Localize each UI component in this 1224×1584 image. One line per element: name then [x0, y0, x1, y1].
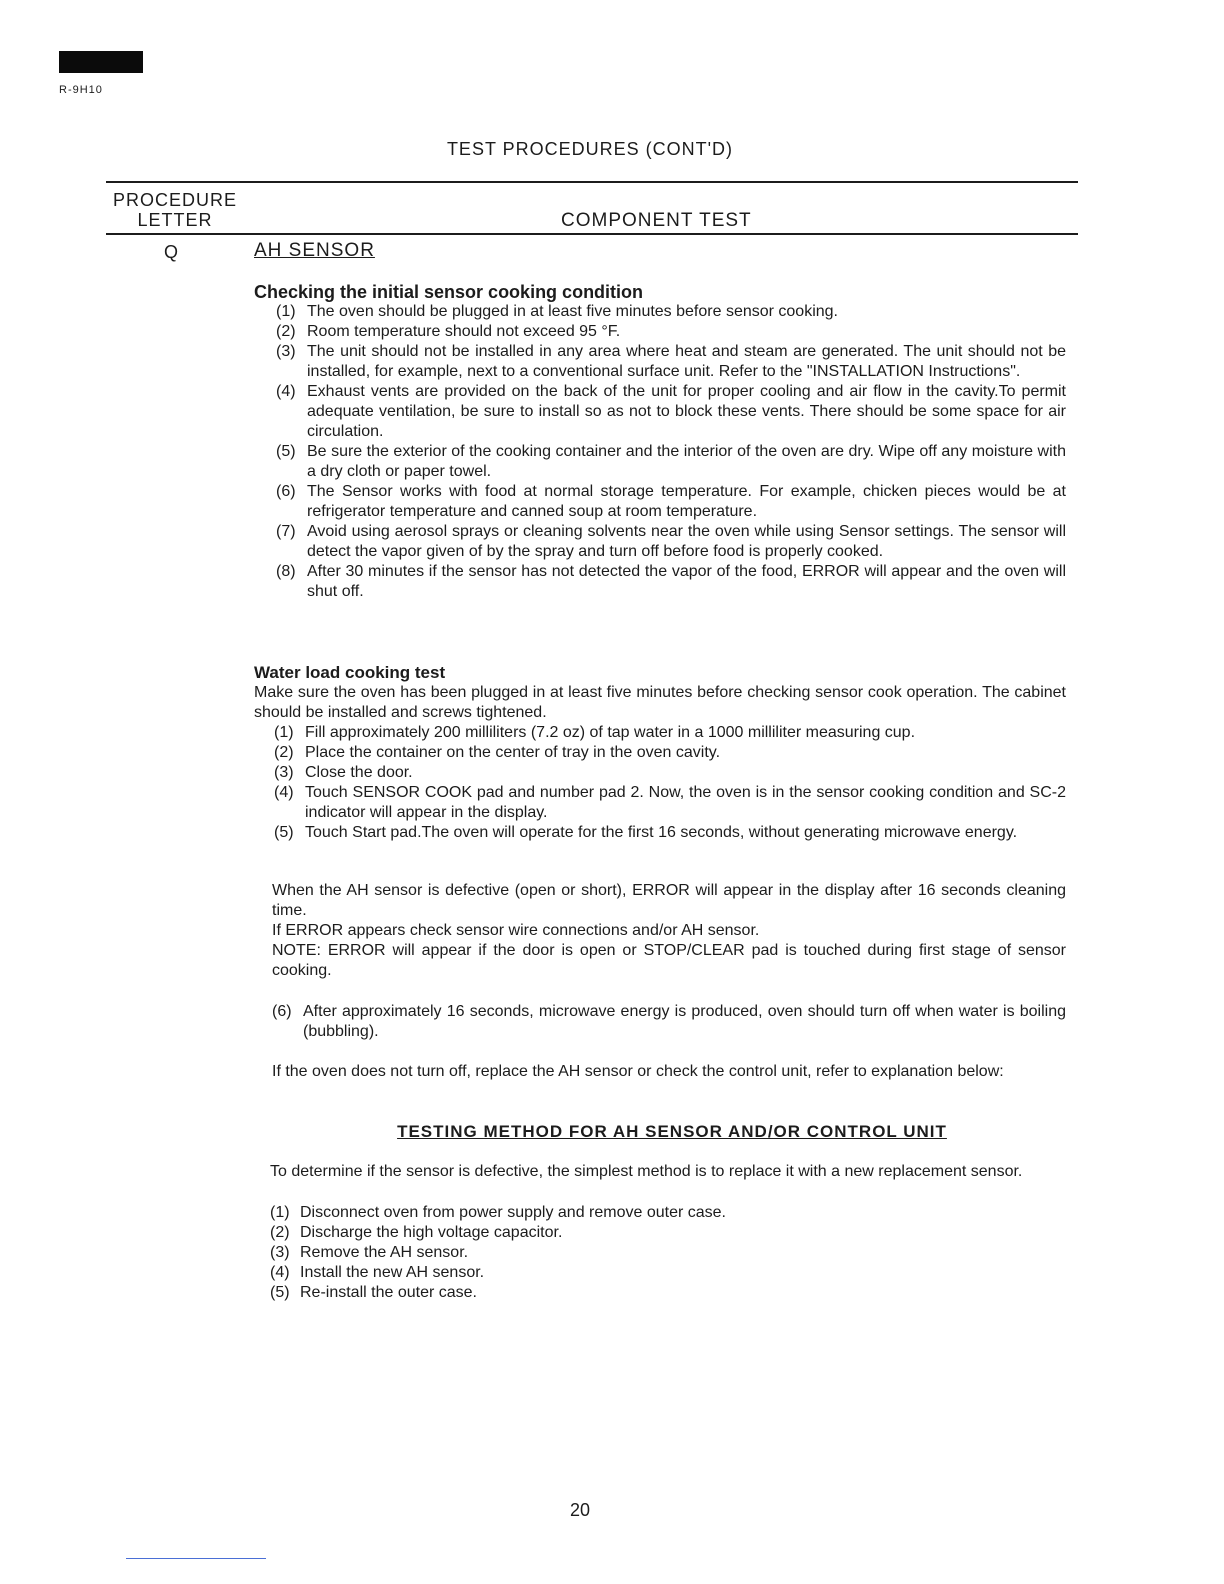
item-text: Close the door. — [305, 764, 413, 781]
bottom-underline-mark — [126, 1558, 266, 1559]
item-number: (8) — [276, 563, 296, 580]
list-item — [276, 522, 1066, 562]
item-number: (4) — [270, 1264, 290, 1281]
not-off-paragraph: If the oven does not turn off, replace the AH sensor or check the control unit, refer to explanation below: — [272, 1063, 1004, 1080]
item-number: (2) — [274, 744, 294, 761]
item-text: Place the container on the center of tray in the oven cavity. — [305, 744, 721, 761]
list-item — [270, 1263, 1070, 1283]
defect-paragraph — [272, 881, 1066, 981]
water-test-step-6 — [272, 1002, 1066, 1042]
list-item — [274, 823, 1066, 843]
item-text: After 30 minutes if the sensor has not detected the vapor of the food, ERROR will appear and the oven will shut off. — [307, 563, 1066, 600]
item-number: (3) — [270, 1244, 290, 1261]
item-text: Be sure the exterior of the cooking container and the interior of the oven are dry. Wipe off any moisture with a dry cloth or paper towel. — [307, 443, 1066, 480]
note-line: NOTE: ERROR will appear if the door is open or STOP/CLEAR pad is touched during first stage of sensor cooking. — [272, 942, 1066, 979]
item-text: The unit should not be installed in any area where heat and steam are generated. The unit should not be installed, for example, next to a conventional surface unit. Refer to the "INSTALLATION Instructions". — [307, 343, 1066, 380]
item-text: Remove the AH sensor. — [300, 1244, 469, 1261]
defect-line: If ERROR appears check sensor wire connections and/or AH sensor. — [272, 922, 760, 939]
list-item — [270, 1283, 1070, 1303]
list-item — [274, 783, 1066, 823]
list-item — [276, 302, 1066, 322]
defect-line: When the AH sensor is defective (open or short), ERROR will appear in the display after 16 seconds cleaning time. — [272, 882, 1066, 919]
item-text: Exhaust vents are provided on the back of the unit for proper cooling and air flow in the cavity.To permit adequate ventilation, be sure to install so as not to block these vents. There should be some space for air circulation. — [307, 383, 1066, 440]
item-number: (5) — [274, 824, 294, 841]
item-text: Discharge the high voltage capacitor. — [300, 1224, 563, 1241]
list-item — [276, 482, 1066, 522]
item-number: (3) — [274, 764, 294, 781]
testing-method-title: TESTING METHOD FOR AH SENSOR AND/OR CONTROL UNIT — [397, 1122, 947, 1141]
list-item — [276, 322, 1066, 342]
item-text: Touch SENSOR COOK pad and number pad 2. Now, the oven is in the sensor cooking condition and SC-2 indicator will appear in the display. — [305, 784, 1066, 821]
list-item — [276, 382, 1066, 442]
item-text: The Sensor works with food at normal storage temperature. For example, chicken pieces would be at refrigerator temperature and canned soup at room temperature. — [307, 483, 1066, 520]
item-text: Disconnect oven from power supply and remove outer case. — [300, 1204, 726, 1221]
item-number: (6) — [272, 1003, 292, 1020]
component-test-header: COMPONENT TEST — [561, 210, 752, 231]
testing-method-list — [270, 1203, 1070, 1303]
procedure-header-line-2: LETTER — [137, 210, 213, 230]
table-top-rule — [106, 181, 1078, 183]
water-test-intro: Make sure the oven has been plugged in at least five minutes before checking sensor cook operation. The cabinet should be installed and screws tightened. — [254, 684, 1066, 721]
list-item — [274, 743, 1066, 763]
item-text: Fill approximately 200 milliliters (7.2 oz) of tap water in a 1000 milliliter measuring cup. — [305, 724, 916, 741]
item-text: After approximately 16 seconds, microwave energy is produced, oven should turn off when water is boiling (bubbling). — [303, 1003, 1066, 1040]
checking-list — [276, 302, 1066, 602]
checking-heading: Checking the initial sensor cooking condition — [254, 282, 644, 302]
procedure-letter: Q — [164, 242, 179, 262]
item-number: (2) — [276, 323, 296, 340]
list-item — [270, 1243, 1070, 1263]
page-number: 20 — [569, 1500, 591, 1520]
list-item — [270, 1203, 1070, 1223]
item-number: (2) — [270, 1224, 290, 1241]
item-text: Touch Start pad.The oven will operate for the first 16 seconds, without generating microwave energy. — [305, 824, 1018, 841]
item-number: (4) — [274, 784, 294, 801]
item-number: (7) — [276, 523, 296, 540]
model-number: R-9H10 — [59, 84, 103, 96]
item-number: (4) — [276, 383, 296, 400]
item-number: (6) — [276, 483, 296, 500]
item-number: (1) — [276, 303, 296, 320]
testing-method-intro: To determine if the sensor is defective, the simplest method is to replace it with a new replacement sensor. — [270, 1163, 1023, 1180]
list-item — [276, 442, 1066, 482]
item-number: (1) — [274, 724, 294, 741]
item-text: The oven should be plugged in at least five minutes before sensor cooking. — [307, 303, 838, 320]
list-item — [274, 723, 1066, 743]
procedure-letter-header — [110, 190, 240, 230]
page-title: TEST PROCEDURES (CONT'D) — [446, 139, 734, 159]
water-test-heading: Water load cooking test — [254, 663, 446, 682]
item-text: Room temperature should not exceed 95 °F. — [307, 323, 621, 340]
list-item — [274, 763, 1066, 783]
list-item — [276, 342, 1066, 382]
water-test-list — [274, 723, 1066, 843]
item-number: (3) — [276, 343, 296, 360]
item-text: Install the new AH sensor. — [300, 1264, 485, 1281]
procedure-title: AH SENSOR — [254, 240, 375, 261]
item-number: (5) — [270, 1284, 290, 1301]
item-text: Re-install the outer case. — [300, 1284, 477, 1301]
list-item — [276, 562, 1066, 602]
list-item — [272, 1002, 1066, 1042]
item-text: Avoid using aerosol sprays or cleaning solvents near the oven while using Sensor settings. The sensor will detect the vapor given of by the spray and turn off before food is properly cooked. — [307, 523, 1066, 560]
list-item — [270, 1223, 1070, 1243]
header-black-tab — [59, 51, 143, 73]
table-header-rule — [106, 233, 1078, 235]
procedure-header-line-1: PROCEDURE — [112, 190, 237, 210]
item-number: (5) — [276, 443, 296, 460]
item-number: (1) — [270, 1204, 290, 1221]
